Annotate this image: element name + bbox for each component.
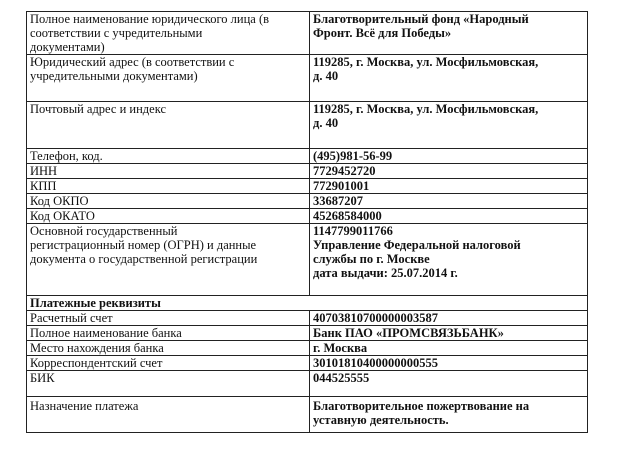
requisites-table (26, 11, 588, 433)
section-heading: Платежные реквизиты (27, 296, 588, 311)
row-correspondent-account (27, 356, 588, 371)
row-label: Код ОКАТО (27, 209, 310, 224)
row-bank-name (27, 326, 588, 341)
label-line: Полное наименование юридического лица (в (30, 12, 270, 26)
row-label: Расчетный счет (27, 311, 310, 326)
value-line: 119285, г. Москва, ул. Мосфильмовская, (313, 55, 539, 69)
row-label: Место нахождения банка (27, 341, 310, 356)
label-line: регистрационный номер (ОГРН) и данные (30, 238, 257, 252)
row-legal-address (27, 55, 588, 102)
row-label: Телефон, код. (27, 149, 310, 164)
label-line: соответствии с учредительными (30, 26, 203, 40)
row-okpo (27, 194, 588, 209)
value-line: Фронт. Всё для Победы» (313, 26, 452, 40)
label-line: Назначение платежа (30, 399, 139, 413)
section-payment-details (27, 296, 588, 311)
row-label (27, 12, 310, 55)
value-line: 119285, г. Москва, ул. Мосфильмовская, (313, 102, 539, 116)
row-label: Код ОКПО (27, 194, 310, 209)
row-label (27, 55, 310, 102)
row-value (310, 397, 588, 433)
row-value: 772901001 (310, 179, 588, 194)
label-line: документа о государственной регистрации (30, 252, 258, 266)
label-line: Основной государственный (30, 224, 178, 238)
row-value: 7729452720 (310, 164, 588, 179)
row-settlement-account (27, 311, 588, 326)
row-value (310, 55, 588, 102)
row-ogrn (27, 224, 588, 296)
row-value: 33687207 (310, 194, 588, 209)
value-line: Благотворительное пожертвование на (313, 399, 530, 413)
row-value (310, 102, 588, 149)
value-line: дата выдачи: 25.07.2014 г. (313, 266, 458, 280)
row-label: КПП (27, 179, 310, 194)
row-label: Полное наименование банка (27, 326, 310, 341)
row-kpp (27, 179, 588, 194)
row-postal-address (27, 102, 588, 149)
row-value (310, 12, 588, 55)
row-full-name (27, 12, 588, 55)
row-label (27, 224, 310, 296)
row-bik (27, 371, 588, 397)
value-line: д. 40 (313, 69, 339, 83)
row-bank-location (27, 341, 588, 356)
row-inn (27, 164, 588, 179)
value-line: 1147799011766 (313, 224, 393, 238)
row-value: 044525555 (310, 371, 588, 397)
row-label (27, 397, 310, 433)
label-line: документами) (30, 40, 105, 54)
value-line: д. 40 (313, 116, 339, 130)
value-line: службы по г. Москве (313, 252, 430, 266)
row-value: 30101810400000000555 (310, 356, 588, 371)
row-label: БИК (27, 371, 310, 397)
row-label: Корреспондентский счет (27, 356, 310, 371)
value-line: уставную деятельность. (313, 413, 449, 427)
label-line: Юридический адрес (в соответствии с (30, 55, 235, 69)
row-value: 40703810700000003587 (310, 311, 588, 326)
row-value: г. Москва (310, 341, 588, 356)
value-line: Управление Федеральной налоговой (313, 238, 521, 252)
requisites-sheet (26, 11, 587, 433)
row-value (310, 224, 588, 296)
row-value: (495)981-56-99 (310, 149, 588, 164)
row-value: 45268584000 (310, 209, 588, 224)
row-label (27, 102, 310, 149)
label-line: Почтовый адрес и индекс (30, 102, 167, 116)
row-okato (27, 209, 588, 224)
row-value: Банк ПАО «ПРОМСВЯЗЬБАНК» (310, 326, 588, 341)
label-line: учредительными документами) (30, 69, 198, 83)
value-line: Благотворительный фонд «Народный (313, 12, 529, 26)
row-phone (27, 149, 588, 164)
row-payment-purpose (27, 397, 588, 433)
row-label: ИНН (27, 164, 310, 179)
